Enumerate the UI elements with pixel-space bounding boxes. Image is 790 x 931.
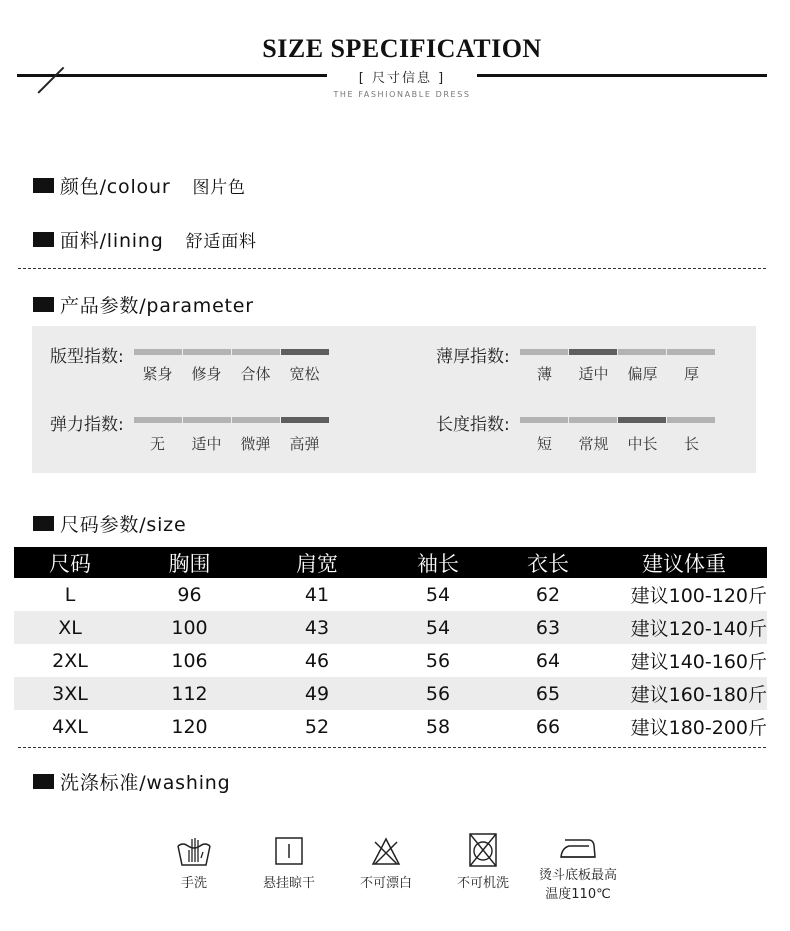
bar-segment (183, 417, 231, 423)
bar-segment (134, 349, 182, 355)
size-table (14, 547, 767, 743)
bar-segment (667, 349, 715, 355)
lining-row (33, 226, 257, 253)
fit-index-bar (134, 349, 329, 355)
washing-heading-label: 洗涤标准/washing (60, 772, 231, 794)
option-label: 宽松 (289, 365, 320, 383)
bar-segment (232, 417, 280, 423)
table-cell: 建议140-160斤 (630, 651, 767, 673)
size-heading-label: 尺码参数/size (60, 514, 187, 536)
table-cell: 建议100-120斤 (630, 585, 767, 607)
table-cell: 65 (535, 682, 561, 705)
hang-dry-icon (274, 834, 304, 868)
length-index-label: 长度指数: (436, 415, 510, 435)
color-label: 颜色/colour (60, 176, 171, 198)
no-machine-wash-label: 不可机洗 (456, 876, 509, 891)
table-cell: 112 (171, 682, 208, 705)
elasticity-index-options (133, 433, 329, 454)
size-heading (33, 510, 186, 537)
table-cell: 58 (425, 715, 451, 738)
option-label: 微弹 (240, 435, 271, 453)
fit-index-options (133, 363, 329, 384)
bar-segment (667, 417, 715, 423)
iron-icon (559, 836, 597, 860)
column-header: 肩宽 (296, 551, 338, 576)
option-label: 中长 (627, 435, 658, 453)
bar-segment (134, 417, 182, 423)
option-label: 薄 (536, 365, 552, 383)
hang-dry-label: 悬挂晾干 (262, 876, 315, 891)
table-cell: 63 (535, 616, 561, 639)
color-row (33, 172, 246, 199)
hang-dry-item (258, 834, 320, 891)
table-cell: L (64, 583, 76, 606)
length-index-options (520, 433, 716, 454)
thickness-index-options (520, 363, 716, 384)
table-row (14, 578, 767, 611)
lining-label: 面料/lining (60, 230, 164, 252)
bar-segment (232, 349, 280, 355)
option-label: 适中 (578, 365, 609, 383)
page-title: SIZE SPECIFICATION (262, 34, 542, 63)
table-cell: 4XL (52, 715, 88, 738)
option-label: 合体 (240, 365, 271, 383)
table-cell: 54 (425, 583, 451, 606)
option-label: 常规 (578, 435, 609, 453)
table-header-row (14, 547, 767, 578)
bar-segment (183, 349, 231, 355)
bar-segment (281, 417, 329, 423)
color-value: 图片色 (192, 178, 246, 198)
fit-index-label: 版型指数: (50, 347, 124, 367)
option-label: 紧身 (142, 365, 173, 383)
table-cell: 54 (425, 616, 451, 639)
table-cell: 56 (425, 649, 451, 672)
no-bleach-icon (371, 834, 401, 868)
option-label: 短 (536, 435, 552, 453)
table-cell: 62 (535, 583, 561, 606)
section-marker (33, 516, 54, 531)
header-rule-right (477, 74, 767, 77)
thickness-index-bar (520, 349, 715, 355)
hand-wash-label: 手洗 (180, 876, 207, 891)
column-header: 衣长 (527, 551, 569, 576)
table-cell: 56 (425, 682, 451, 705)
column-header: 建议体重 (642, 551, 726, 576)
section-marker (33, 178, 54, 193)
table-cell: 100 (171, 616, 208, 639)
table-cell: 96 (177, 583, 202, 606)
table-cell: 建议160-180斤 (630, 684, 767, 706)
no-machine-wash-item (452, 832, 514, 891)
iron-label-temperature: 温度110℃ (545, 887, 611, 902)
table-cell: 64 (535, 649, 561, 672)
table-cell: 2XL (52, 649, 88, 672)
column-header: 尺码 (49, 551, 91, 576)
table-cell: 建议180-200斤 (630, 717, 767, 739)
thickness-index-label: 薄厚指数: (436, 347, 510, 367)
table-row (14, 677, 767, 710)
option-label: 无 (149, 435, 165, 453)
bar-segment (520, 349, 568, 355)
iron-label: 烫斗底板最高 (538, 868, 617, 883)
table-cell: 120 (171, 715, 208, 738)
lining-value: 舒适面料 (185, 232, 257, 252)
page-subtitle: [ 尺寸信息 ] (358, 71, 446, 86)
parameter-heading (33, 291, 254, 318)
washing-heading (33, 768, 231, 795)
table-cell: 66 (535, 715, 561, 738)
table-cell: 43 (304, 616, 330, 639)
section-marker (33, 774, 54, 789)
table-cell: 41 (304, 583, 330, 606)
option-label: 厚 (683, 365, 699, 383)
parameter-heading-label: 产品参数/parameter (60, 295, 254, 317)
option-label: 长 (683, 435, 699, 453)
bar-segment (520, 417, 568, 423)
column-header: 袖长 (417, 551, 459, 576)
elasticity-index-bar (134, 417, 329, 423)
iron-item (535, 836, 621, 902)
column-header: 胸围 (168, 551, 211, 576)
length-index-bar (520, 417, 715, 423)
divider (18, 268, 766, 269)
no-bleach-label: 不可漂白 (359, 876, 412, 891)
section-marker (33, 232, 54, 247)
bar-segment (281, 349, 329, 355)
option-label: 适中 (191, 435, 222, 453)
bar-segment (569, 417, 617, 423)
option-label: 高弹 (289, 435, 320, 453)
bar-segment (618, 349, 666, 355)
table-cell: 3XL (52, 682, 88, 705)
bar-segment (618, 417, 666, 423)
header-rule-left (17, 74, 327, 77)
no-bleach-item (355, 834, 417, 891)
table-row (14, 710, 767, 743)
table-row (14, 644, 767, 677)
table-cell: 106 (171, 649, 208, 672)
option-label: 偏厚 (627, 365, 658, 383)
hand-wash-item (164, 834, 224, 891)
hand-wash-icon (175, 834, 213, 868)
page-tagline: THE FASHIONABLE DRESS (333, 90, 471, 99)
table-cell: 建议120-140斤 (630, 618, 767, 640)
divider (18, 747, 766, 748)
table-cell: XL (58, 616, 82, 639)
table-row (14, 611, 767, 644)
no-machine-wash-icon (468, 832, 498, 868)
table-cell: 46 (304, 649, 330, 672)
table-cell: 49 (304, 682, 330, 705)
option-label: 修身 (191, 365, 222, 383)
section-marker (33, 297, 54, 312)
bar-segment (569, 349, 617, 355)
elasticity-index-label: 弹力指数: (50, 415, 124, 435)
table-cell: 52 (304, 715, 330, 738)
header-slash (37, 67, 64, 94)
